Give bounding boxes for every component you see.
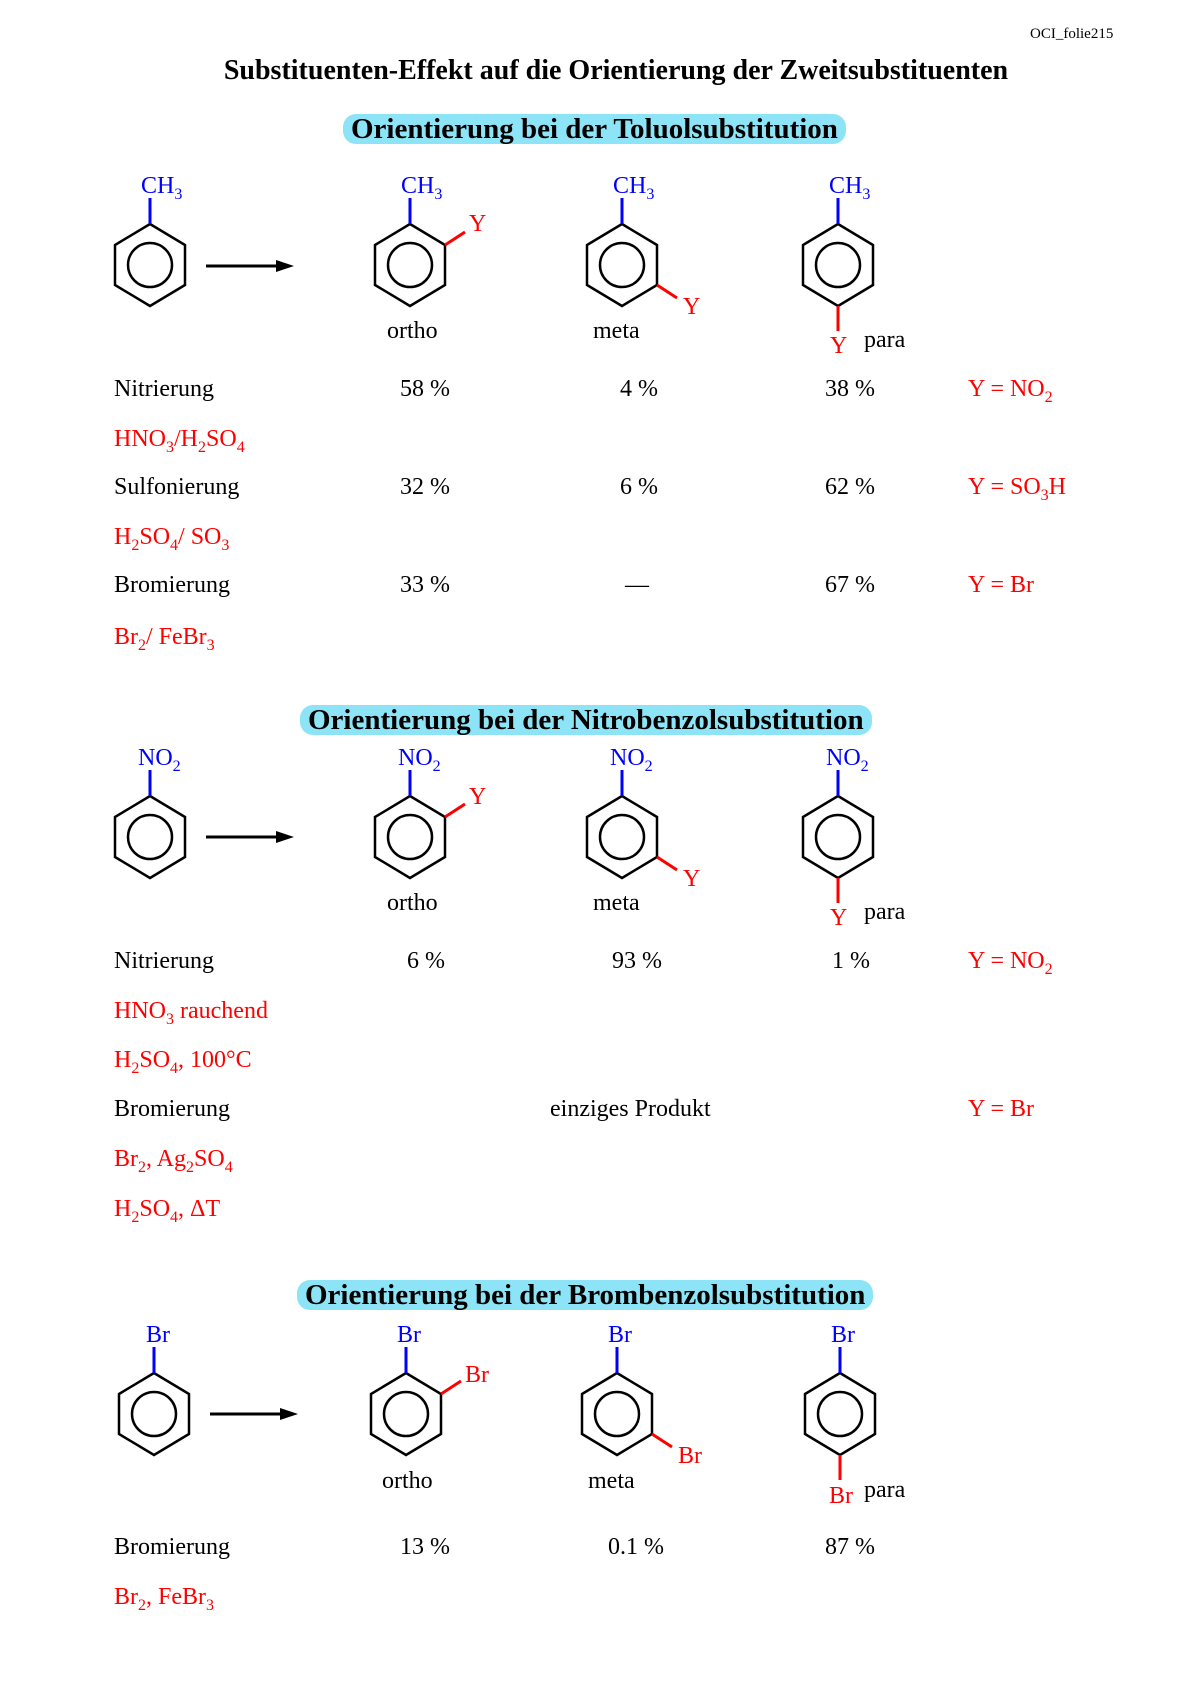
para-new-group-label: Br (829, 1483, 853, 1509)
para-substituent-label: $CH_3$ (829, 173, 871, 203)
meta-substituent-label: Br (608, 1322, 632, 1348)
product-note: einziges Produkt (550, 1096, 711, 1122)
y-definition: Y = Br (968, 1096, 1034, 1122)
ortho-yield: 32 % (400, 474, 450, 500)
y-definition: $Y = NO_2$ (968, 376, 1053, 406)
reagent: $H_2SO_4$, ΔT (114, 1196, 221, 1226)
reagent: $H_2SO_4/$ $SO_3$ (114, 524, 230, 554)
ortho-yield: 6 % (407, 948, 445, 974)
meta-label: meta (593, 890, 640, 916)
reaction-name: Bromierung (114, 1096, 230, 1122)
para-substituent-label: $NO_2$ (826, 745, 869, 775)
ortho-yield: 13 % (400, 1534, 450, 1560)
meta-yield: — (625, 572, 649, 598)
meta-substituent-label: $NO_2$ (610, 745, 653, 775)
substituent-label: $CH_3$ (141, 173, 183, 203)
ortho-yield: 58 % (400, 376, 450, 402)
para-label: para (864, 327, 906, 353)
substituent-label: Br (146, 1322, 170, 1348)
para-yield: 1 % (832, 948, 870, 974)
y-definition: Y = Br (968, 572, 1034, 598)
reaction-arrow (206, 256, 296, 276)
meta-yield: 4 % (620, 376, 658, 402)
ortho-new-group-label: Br (465, 1362, 489, 1388)
reaction-arrow (210, 1404, 300, 1424)
page-title: Substituenten-Effekt auf die Orientierung der Zweitsubstituenten (223, 55, 1009, 86)
reaction-name: Bromierung (114, 572, 230, 598)
para-substituent-label: Br (831, 1322, 855, 1348)
reagent: $Br_2$, $Ag_2SO_4$ (114, 1146, 233, 1176)
meta-new-group-label: Y (683, 866, 701, 892)
ortho-yield: 33 % (400, 572, 450, 598)
reagent: $Br_2/$ FeBr$_3$ (114, 624, 215, 654)
meta-label: meta (588, 1468, 635, 1494)
reaction-name: Sulfonierung (114, 474, 240, 500)
ortho-label: ortho (382, 1468, 433, 1494)
para-yield: 38 % (825, 376, 875, 402)
ortho-new-group-label: Y (469, 211, 487, 237)
ortho-label: ortho (387, 890, 438, 916)
meta-yield: 0.1 % (608, 1534, 664, 1560)
meta-new-group-label: Y (683, 294, 701, 320)
para-yield: 62 % (825, 474, 875, 500)
para-label: para (864, 1477, 906, 1503)
para-yield: 67 % (825, 572, 875, 598)
slide-id: OCI_folie215 (1030, 26, 1114, 42)
reaction-name: Nitrierung (114, 948, 214, 974)
meta-label: meta (593, 318, 640, 344)
substituent-label: $NO_2$ (138, 745, 181, 775)
meta-substituent-label: $CH_3$ (613, 173, 655, 203)
section-heading-brombenzol: Orientierung bei der Brombenzolsubstitution (297, 1280, 873, 1310)
meta-yield: 6 % (620, 474, 658, 500)
para-yield: 87 % (825, 1534, 875, 1560)
ortho-substituent-label: $NO_2$ (398, 745, 441, 775)
reagent: $H_2SO_4$, 100°C (114, 1047, 252, 1077)
ortho-substituent-label: $CH_3$ (401, 173, 443, 203)
reagent: $HNO_3$ rauchend (114, 998, 268, 1028)
reaction-name: Bromierung (114, 1534, 230, 1560)
benzene-ring-start (115, 198, 185, 306)
y-definition: $Y = SO_3H$ (968, 474, 1066, 504)
para-product-structure (0, 0, 1, 1)
section-heading-toluol: Orientierung bei der Toluolsubstitution (343, 114, 846, 144)
meta-new-group-label: Br (678, 1443, 702, 1469)
reaction-name: Nitrierung (114, 376, 214, 402)
ortho-label: ortho (387, 318, 438, 344)
ortho-substituent-label: Br (397, 1322, 421, 1348)
para-new-group-label: Y (830, 905, 848, 931)
meta-yield: 93 % (612, 948, 662, 974)
para-label: para (864, 899, 906, 925)
y-definition: $Y = NO_2$ (968, 948, 1053, 978)
section-heading-nitrobenzol: Orientierung bei der Nitrobenzolsubstitution (300, 705, 872, 735)
para-new-group-label: Y (830, 333, 848, 359)
reagent: $HNO_3/H_2SO_4$ (114, 426, 245, 456)
reagent: $Br_2$, FeBr$_3$ (114, 1584, 214, 1614)
reaction-arrow (206, 827, 296, 847)
ortho-new-group-label: Y (469, 784, 487, 810)
